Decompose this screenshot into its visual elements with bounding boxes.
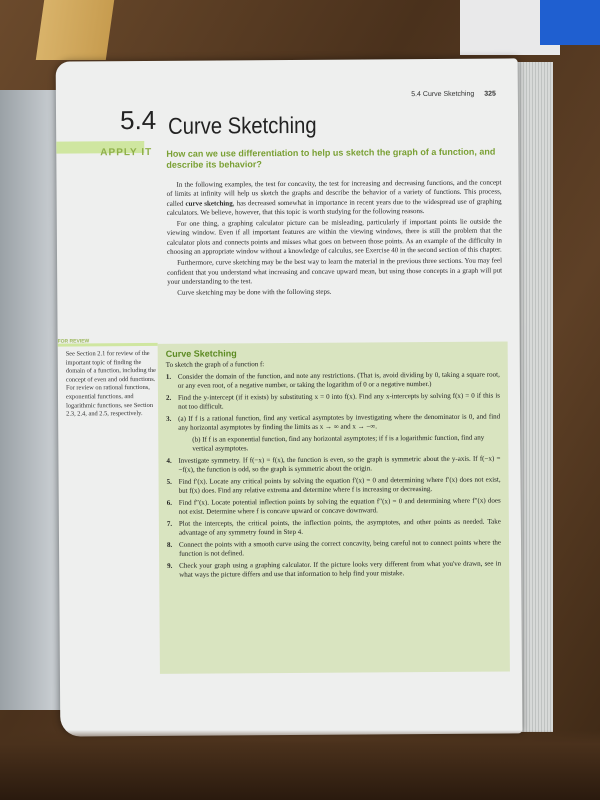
blue-object: [540, 0, 600, 45]
step-3a: 3. (a) If f is a rational function, find any vertical asymptotes by investigating where the denominator is 0, and find any horizontal asymptotes by finding the limits as x → ∞ and x → −∞.: [166, 412, 501, 432]
paragraph-4: Curve sketching may be done with the following steps.: [177, 287, 332, 298]
body-text: [166, 179, 502, 301]
step-7: 7. Plot the intercepts, the critical points, the inflection points, the asymptotes, and other points as needed. Take advantage of any symmetry found in Step 4.: [166, 517, 501, 537]
running-title: 5.4 Curve Sketching: [411, 90, 475, 99]
page-number: 325: [484, 90, 496, 98]
key-term: curve sketching: [185, 198, 233, 208]
curve-sketching-box: [158, 341, 510, 673]
step-9: 9. Check your graph using a graphing calculator. If the picture looks very different from what you've drawn, see in what ways the picture differs and use that information to help find your mistake.: [167, 559, 502, 579]
step-3b: (b) If f is an exponential function, find any horizontal asymptotes; if f is a logarithmic function, find any vertical asymptotes.: [192, 433, 485, 453]
step-5: 5. Find f′(x). Locate any critical points by solving the equation f′(x) = 0 and determining where f′(x) does not exist, but f(x) does. Find any relative extrema and determine where f is increasing or decreasing.: [166, 475, 501, 495]
paragraph-1: In the following examples, the test for concavity, the test for increasing and decreasing functions, and the concept of limits at infinity will help us sketch the graphs and describe the behavior of a variety of functions. This process, called curve sketching, has decreased somewhat in importance in recent years due to the widespread use of graphing calculators. We believe, however, that this topic is worth studying for the following reasons.: [166, 178, 502, 217]
apply-it-label: APPLY IT: [100, 146, 153, 159]
paragraph-3: Furthermore, curve sketching may be the best way to learn the material in the previous three sections. You may feel confident that you understand what increasing and concave upward mean, but using those concepts in a graph will put your understanding to the test.: [167, 256, 503, 286]
step-8: 8. Connect the points with a smooth curve using the correct concavity, being careful not to connect points where the function is not defined.: [166, 538, 502, 558]
step-1: 1. Consider the domain of the function, and note any restrictions. (That is, avoid dividing by 0, taking a square root, or any even root, of a negative number, or taking the logarithm of 0 or a negative number.): [165, 370, 500, 390]
apply-it-question: How can we use differentiation to help us sketch the graph of a function, and describe its behavior?: [166, 146, 496, 170]
for-review-tag: FOR REVIEW: [57, 338, 90, 345]
textbook-page: [56, 58, 523, 736]
step-4: 4. Investigate symmetry. If f(−x) = f(x), the function is even, so the graph is symmetric about the y-axis. If f(−x) = −f(x), the function is odd, so the graph is symmetric about the origin.: [166, 454, 501, 474]
for-review-note: [57, 338, 159, 419]
wooden-ruler: [36, 0, 114, 60]
section-title: Curve Sketching: [168, 111, 317, 139]
running-header: [411, 91, 496, 99]
bottom-shadow: [0, 730, 600, 800]
for-review-text: See Section 2.1 for review of the important topic of finding the domain of a function, including the concept of even and odd functions. For review on rational functions, exponential functions, and logarithmic functions, see Section 2.3, 2.4, and 2.5, respectively.: [65, 349, 157, 418]
section-number: 5.4: [119, 104, 157, 136]
step-6: 6. Find f″(x). Locate potential inflection points by solving the equation f″(x) = 0 and determining where f″(x) does not exist. Determine where f is concave upward or concave downward.: [166, 496, 501, 516]
box-intro: To sketch the graph of a function f:: [165, 360, 265, 369]
step-2: 2. Find the y-intercept (if it exists) by substituting x = 0 into f(x). Find any x-intercepts by solving f(x) = 0 if this is not too difficult.: [165, 391, 501, 411]
box-title: Curve Sketching: [165, 348, 237, 359]
paragraph-2: For one thing, a graphing calculator picture can be misleading, particularly if important points lie outside the viewing window. Even if all important features are within the viewing windows, there is still the problem that the calculator plots and connects points and misses what goes on between those points. As an example of the difficulty in choosing an appropriate window without a knowledge of calculus, see Exercise 40 in the second section of this chapter.: [166, 217, 502, 256]
